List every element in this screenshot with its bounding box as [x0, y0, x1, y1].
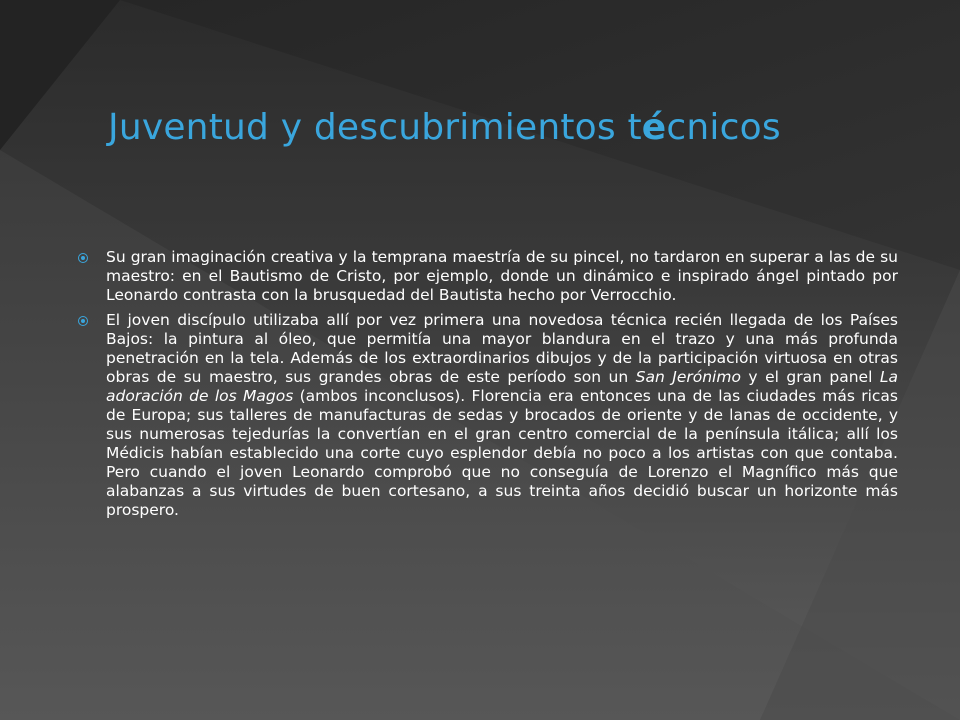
bullet-list	[78, 248, 898, 526]
bullet-item-2	[78, 311, 898, 520]
top-left-dark-triangle	[0, 0, 120, 150]
bullet-text-2	[106, 311, 898, 520]
slide-title-part-1: Juventud y descubrimientos t	[108, 107, 642, 148]
slide-title-accent-letter: é	[641, 107, 667, 148]
slide-title-part-2: cnicos	[666, 107, 781, 148]
bullet-text-2-part-2: y el gran panel	[740, 368, 880, 386]
bullet-text-1: Su gran imaginación creativa y la temprana maestría de su pincel, no tardaron en superar a las de su maestro: en el Bautismo de Cristo, por ejemplo, donde un dinámico e inspirado ángel pintado por Leonardo contrasta con la brusquedad del Bautista hecho por Verrocchio.	[106, 248, 898, 304]
bullet-text-2-part-3: (ambos inconclusos). Florencia era entonces una de las ciudades más ricas de Europa; sus talleres de manufacturas de sedas y brocados de oriente y de lanas de occidente, y sus numerosas tejedurías la convertían en el gran centro comercial de la península itálica; allí los Médicis habían establecido una corte cuyo esplendor debía no poco a los artistas con que contaba. Pero cuando el joven Leonardo comprobó que no conseguía de Lorenzo el Magnífico más que alabanzas a sus virtudes de buen cortesano, a sus treinta años decidió buscar un horizonte más prospero.	[106, 387, 898, 519]
slide-title	[108, 104, 908, 152]
bullet-text-2-part-1: El joven discípulo utilizaba allí por vez primera una novedosa técnica recién llegada de los Países Bajos: la pintura al óleo, que permitía una mayor blandura en el trazo y una más profunda penetración en la tela. Además de los extraordinarios dibujos y de la participación virtuosa en otras obras de su maestro, sus grandes obras de este período son un	[106, 311, 898, 386]
circle-bullet-icon	[78, 316, 88, 326]
bullet-text-2-italic-2: La adoración de los Magos	[106, 368, 898, 405]
circle-bullet-icon	[78, 253, 88, 263]
bullet-item-1	[78, 248, 898, 305]
bullet-text-2-italic-1: San Jerónimo	[635, 368, 741, 386]
